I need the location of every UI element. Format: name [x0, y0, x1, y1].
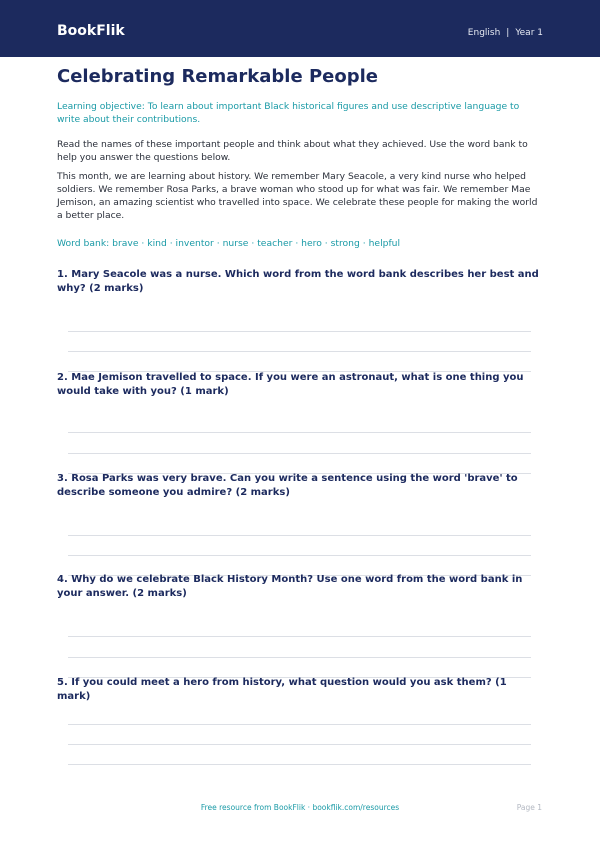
answer-line[interactable] [68, 351, 531, 352]
answer-line[interactable] [68, 453, 531, 454]
header-bar [0, 0, 600, 57]
brand-logo: BookFlik [57, 23, 125, 39]
page-number: Page 1 [516, 803, 542, 812]
learning-objective: Learning objective: To learn about important Black historical figures and use descriptive language to write about their contributions. [57, 101, 520, 125]
answer-line[interactable] [68, 636, 531, 637]
question-4: 4. Why do we celebrate Black History Month? Use one word from the word bank in your answer. (2 marks) [57, 574, 523, 599]
question-2: 2. Mae Jemison travelled to space. If you were an astronaut, what is one thing you would take with you? (1 mark) [57, 372, 524, 397]
word-bank: Word bank: brave · kind · inventor · nurse · teacher · hero · strong · helpful [57, 238, 401, 249]
question-3: 3. Rosa Parks was very brave. Can you write a sentence using the word 'brave' to describe someone you admire? (2 marks) [57, 473, 518, 498]
answer-line[interactable] [68, 764, 531, 765]
answer-line[interactable] [68, 432, 531, 433]
question-1: 1. Mary Seacole was a nurse. Which word from the word bank describes her best and why? (2 marks) [57, 269, 539, 294]
instructions: Read the names of these important people and think about what they achieved. Use the word bank to help you answer the questions below. [57, 139, 528, 163]
answer-line[interactable] [68, 657, 531, 658]
footer-credit: Free resource from BookFlik · bookflik.com/resources [200, 803, 400, 812]
page-title: Celebrating Remarkable People [57, 66, 378, 87]
year-label: Year 1 [515, 28, 543, 38]
meta-separator: | [506, 28, 510, 38]
answer-line[interactable] [68, 331, 531, 332]
answer-line[interactable] [68, 724, 531, 725]
question-5: 5. If you could meet a hero from history, what question would you ask them? (1 mark) [57, 677, 507, 702]
subject-label: English [467, 28, 501, 38]
reading-passage: This month, we are learning about history. We remember Mary Seacole, a very kind nurse who helped soldiers. We remember Rosa Parks, a brave woman who stood up for what was fair. We remember Mae Jemison, an amazing scientist who travelled into space. We celebrate these people for making the world a better place. [57, 171, 538, 221]
header-meta [468, 28, 543, 38]
answer-line[interactable] [68, 744, 531, 745]
answer-line[interactable] [68, 555, 531, 556]
answer-line[interactable] [68, 535, 531, 536]
